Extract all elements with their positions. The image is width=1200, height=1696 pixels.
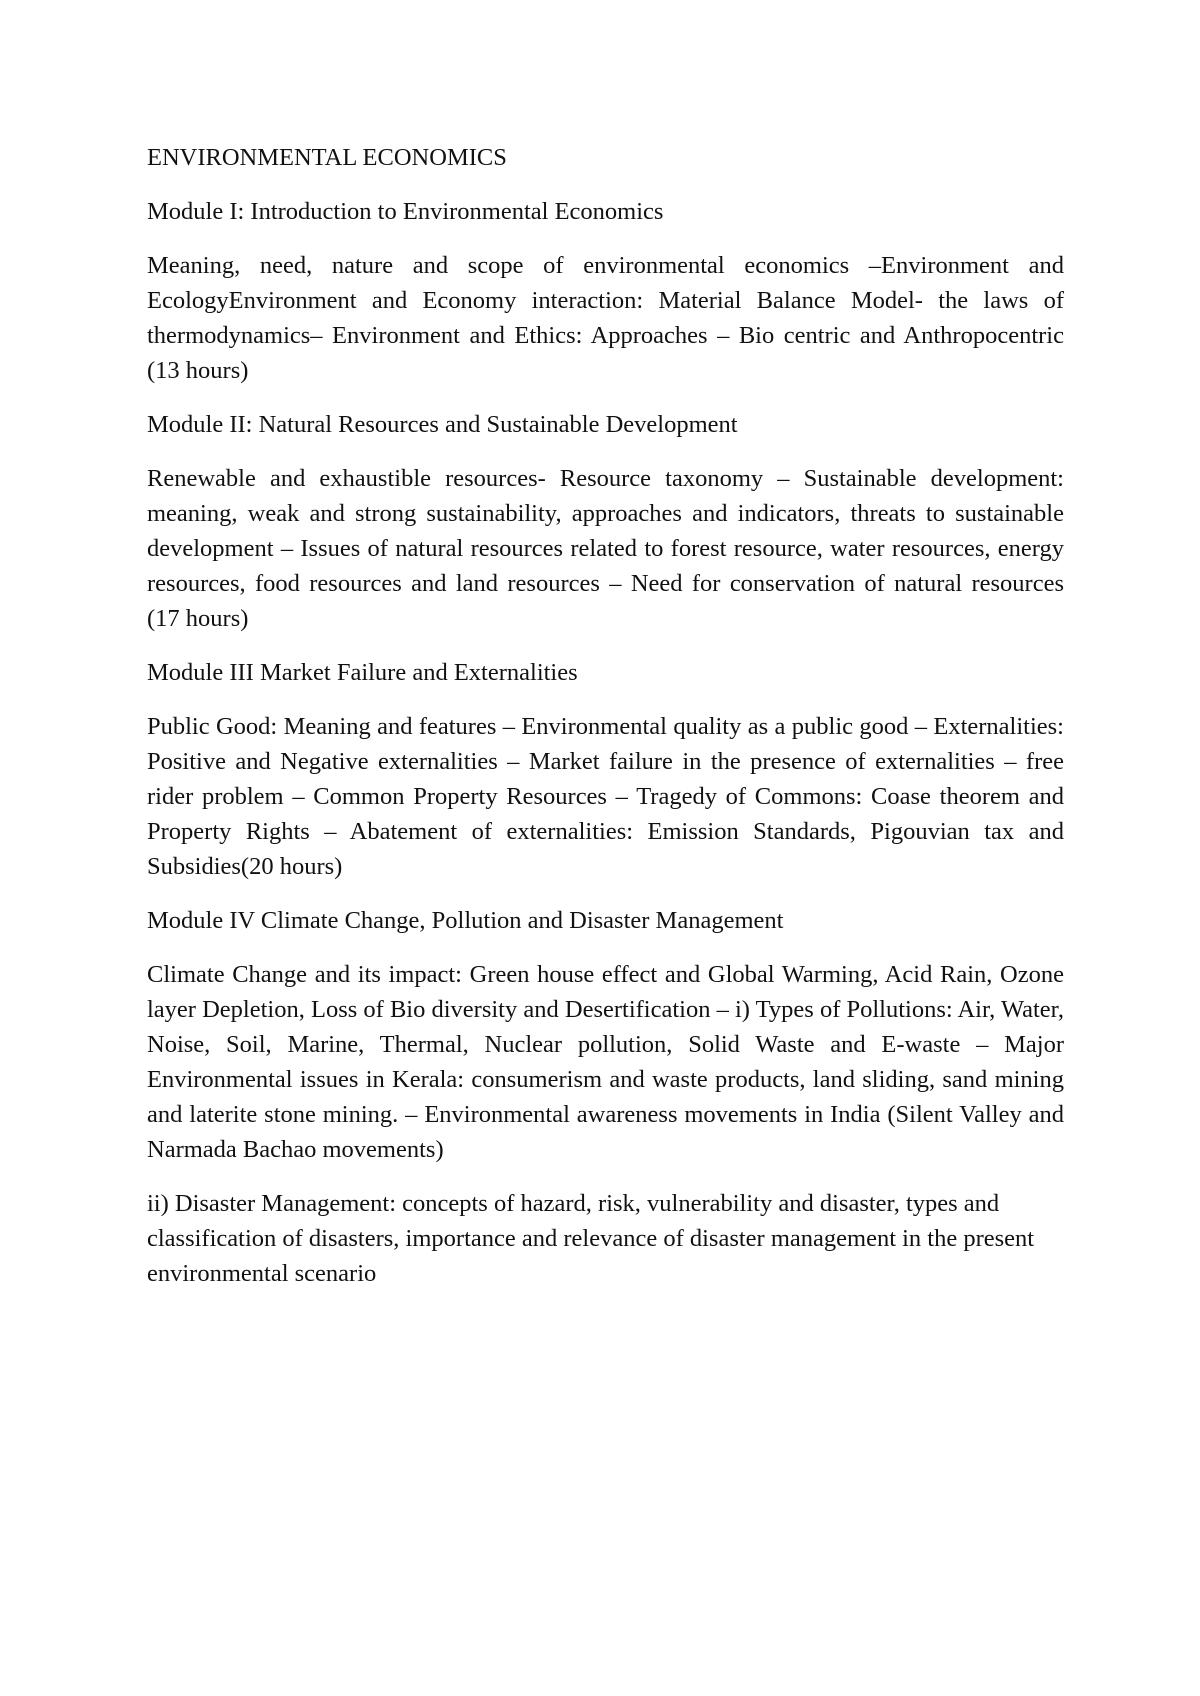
module-4-disaster-management-body: ii) Disaster Management: concepts of hazard, risk, vulnerability and disaster, types and classification of disasters, importance and relevance of disaster management in the present environmental scenario xyxy=(147,1190,1035,1287)
module-4-body: Climate Change and its impact: Green house effect and Global Warming, Acid Rain, Ozone layer Depletion, Loss of Bio diversity and Desertification – i) Types of Pollutions: Air, Water, Noise, Soil, Marine, Thermal, Nuclear pollution, Solid Waste and E-waste – Major Environmental issues in Kerala: consumerism and waste products, land sliding, sand mining and laterite stone mining. – Environmental awareness movements in India (Silent Valley and Narmada Bachao movements) xyxy=(147,961,1064,1163)
module-1-heading: Module I: Introduction to Environmental Economics xyxy=(147,198,664,225)
module-2-heading: Module II: Natural Resources and Sustainable Development xyxy=(147,411,738,438)
document-page xyxy=(147,140,1064,1310)
module-4-heading: Module IV Climate Change, Pollution and Disaster Management xyxy=(147,907,784,934)
module-1-body: Meaning, need, nature and scope of environmental economics –Environment and EcologyEnvironment and Economy interaction: Material Balance Model- the laws of thermodynamics– Environment and Ethics: Approaches – Bio centric and Anthropocentric (13 hours) xyxy=(147,252,1064,384)
module-3-heading: Module III Market Failure and Externalities xyxy=(147,659,578,686)
document-title: ENVIRONMENTAL ECONOMICS xyxy=(147,144,507,171)
module-3-body: Public Good: Meaning and features – Environmental quality as a public good – Externalities: Positive and Negative externalities – Market failure in the presence of externalities – free rider problem – Common Property Resources – Tragedy of Commons: Coase theorem and Property Rights – Abatement of externalities: Emission Standards, Pigouvian tax and Subsidies(20 hours) xyxy=(147,713,1064,880)
module-2-body: Renewable and exhaustible resources- Resource taxonomy – Sustainable development: meaning, weak and strong sustainability, approaches and indicators, threats to sustainable development – Issues of natural resources related to forest resource, water resources, energy resources, food resources and land resources – Need for conservation of natural resources (17 hours) xyxy=(147,465,1064,632)
